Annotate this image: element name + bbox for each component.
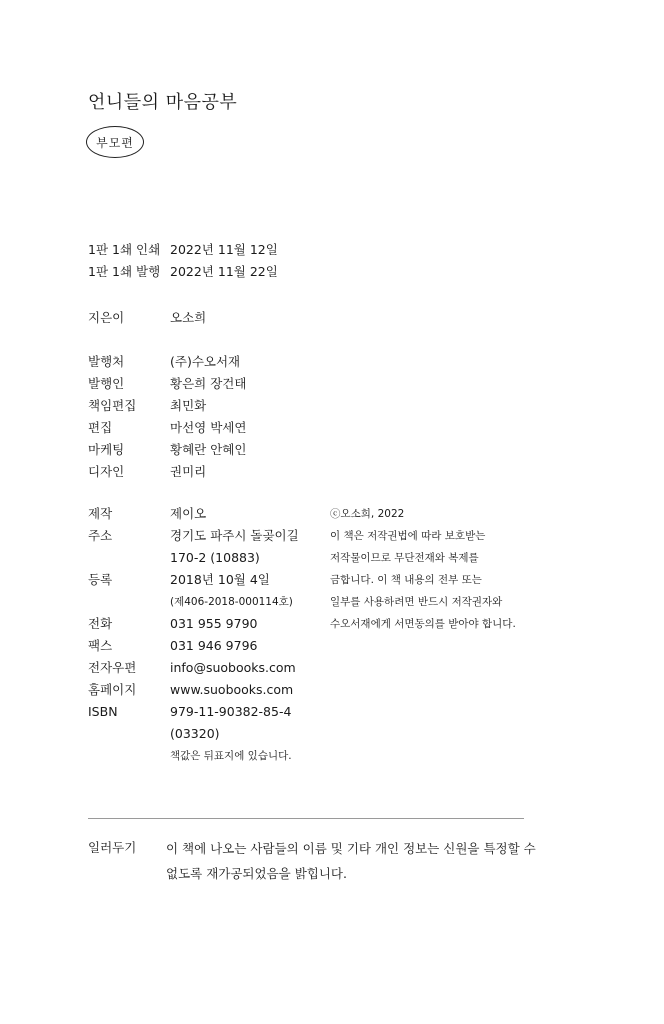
phone-value: 031 955 9790 xyxy=(170,616,258,631)
isbn-addon: (03320) xyxy=(170,726,220,741)
print-label: 1판 1쇄 인쇄 xyxy=(88,242,161,257)
fax-label: 팩스 xyxy=(88,638,113,653)
staff-value: 최민화 xyxy=(170,398,207,413)
staff-value: 황은희 장건태 xyxy=(170,376,247,391)
publish-date: 2022년 11월 22일 xyxy=(170,264,278,279)
book-title: 언니들의 마음공부 xyxy=(88,92,238,113)
registration-number: (제406-2018-000114호) xyxy=(170,596,293,608)
staff-label: 책임편집 xyxy=(88,398,137,413)
copyright-line: 저작물이므로 무단전재와 복제를 xyxy=(330,552,479,564)
staff-value: (주)수오서재 xyxy=(170,354,241,369)
copyright-line: 일부를 사용하려면 반드시 저작권자와 xyxy=(330,596,503,608)
address-line1: 경기도 파주시 돌곶이길 xyxy=(170,528,299,543)
staff-value: 황혜란 안혜인 xyxy=(170,442,247,457)
registration-label: 등록 xyxy=(88,572,113,587)
notice-line: 이 책에 나오는 사람들의 이름 및 기타 개인 정보는 신원을 특정할 수 xyxy=(166,841,536,856)
divider xyxy=(88,818,524,819)
fax-value: 031 946 9796 xyxy=(170,638,258,653)
copyright-line: 이 책은 저작권법에 따라 보호받는 xyxy=(330,530,486,542)
production-value: 제이오 xyxy=(170,506,207,521)
copyright-notice xyxy=(330,503,570,635)
address-line2: 170-2 (10883) xyxy=(170,550,260,565)
staff-label: 디자인 xyxy=(88,464,125,479)
price-note: 책값은 뒤표지에 있습니다. xyxy=(170,750,292,762)
staff-label: 편집 xyxy=(88,420,113,435)
email-link[interactable]: info@suobooks.com xyxy=(170,660,296,675)
isbn-label: ISBN xyxy=(88,704,118,719)
copyright-line: 수오서재에게 서면동의를 받아야 합니다. xyxy=(330,618,516,630)
edition-badge: 부모편 xyxy=(86,126,144,158)
staff-value: 마선영 박세연 xyxy=(170,420,247,435)
publish-label: 1판 1쇄 발행 xyxy=(88,264,161,279)
production-label: 제작 xyxy=(88,506,113,521)
staff-label: 마케팅 xyxy=(88,442,125,457)
homepage-label: 홈페이지 xyxy=(88,682,137,697)
author-name: 오소희 xyxy=(170,310,207,325)
notice-line: 없도록 재가공되었음을 밝힙니다. xyxy=(166,866,347,881)
email-label: 전자우편 xyxy=(88,660,137,675)
notice-text xyxy=(166,836,536,886)
notice-label: 일러두기 xyxy=(88,840,137,855)
phone-label: 전화 xyxy=(88,616,113,631)
address-label: 주소 xyxy=(88,528,113,543)
staff-value: 권미리 xyxy=(170,464,207,479)
copyright-line: 금합니다. 이 책 내용의 전부 또는 xyxy=(330,574,482,586)
staff-label: 발행인 xyxy=(88,376,125,391)
print-date: 2022년 11월 12일 xyxy=(170,242,278,257)
copyright-line: ⓒ오소희, 2022 xyxy=(330,508,405,520)
registration-date: 2018년 10월 4일 xyxy=(170,572,270,587)
author-label: 지은이 xyxy=(88,310,125,325)
homepage-link[interactable]: www.suobooks.com xyxy=(170,682,294,697)
staff-label: 발행처 xyxy=(88,354,125,369)
isbn-value: 979-11-90382-85-4 xyxy=(170,704,292,719)
